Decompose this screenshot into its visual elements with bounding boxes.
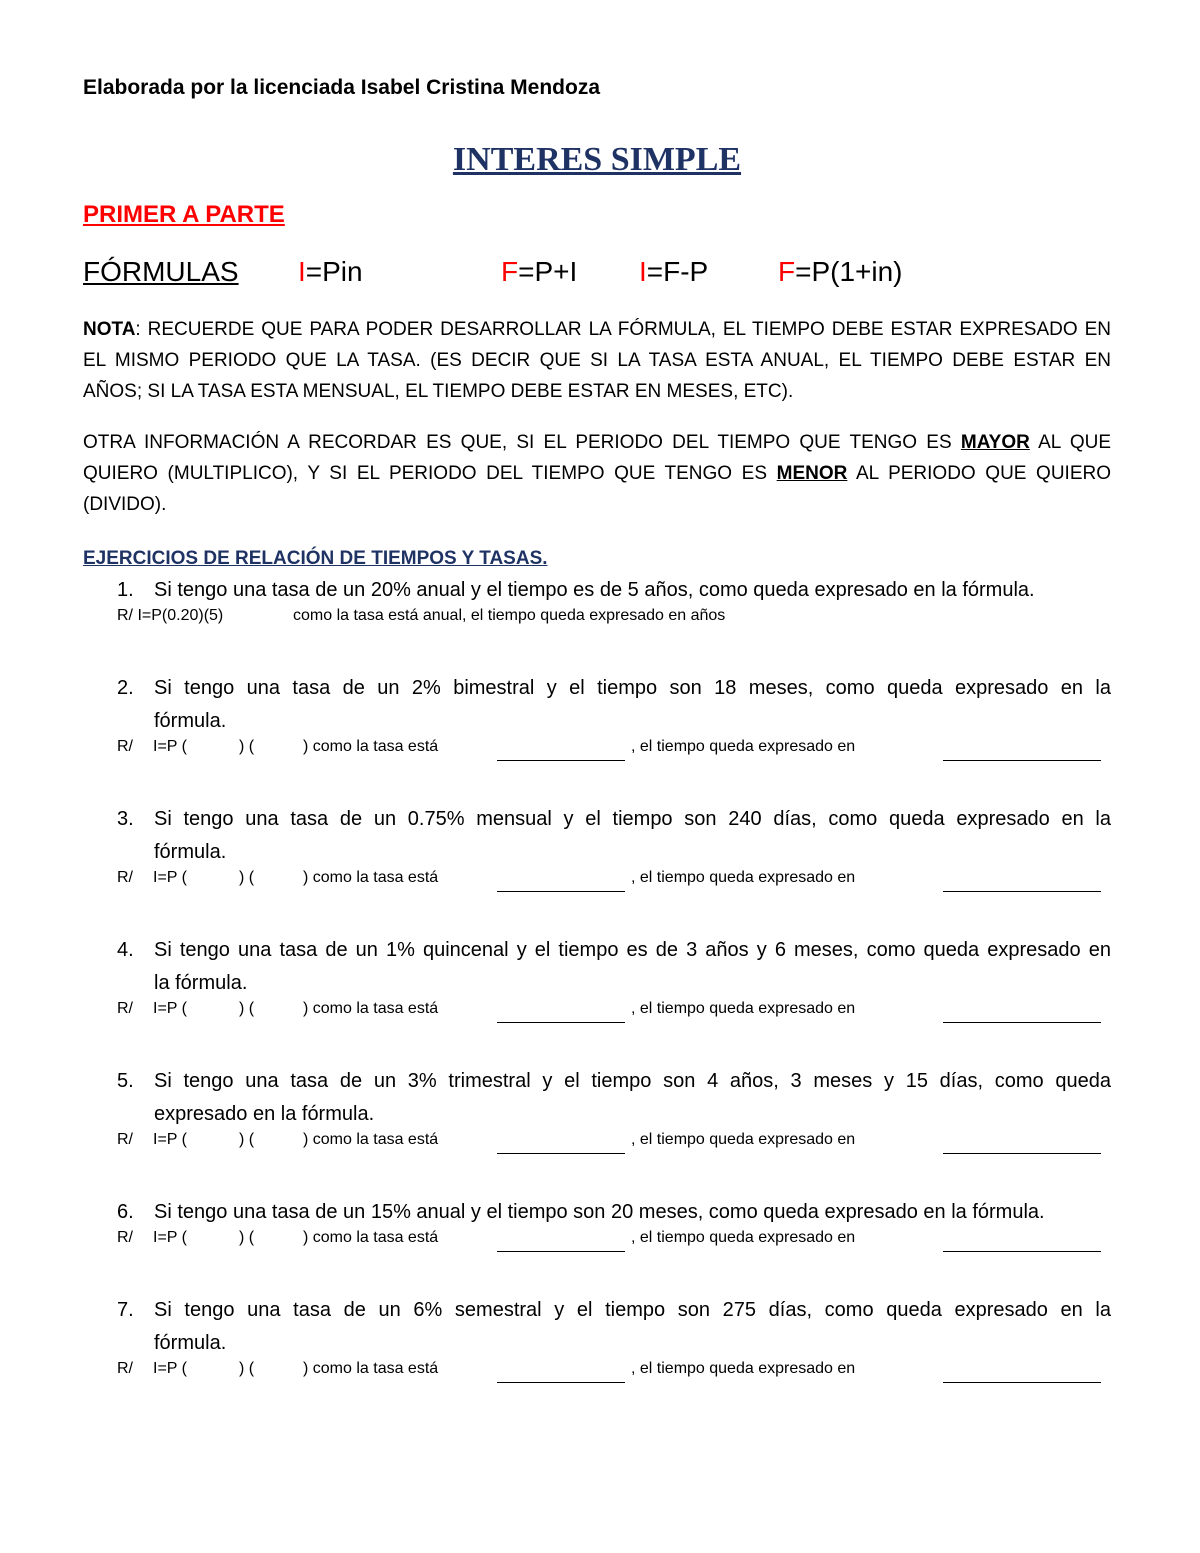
exercise-item (83, 672, 1111, 771)
time-unit-blank[interactable] (943, 738, 1101, 761)
exercise-item (83, 1196, 1111, 1262)
answer-prefix: R/ (117, 1131, 133, 1148)
answer-formula-open: I=P ( (153, 1360, 187, 1377)
formulas-row (83, 252, 1111, 292)
time-unit-blank[interactable] (943, 1229, 1101, 1252)
answer-formula-open: I=P ( (153, 738, 187, 755)
exercise-answer (117, 1229, 1111, 1262)
exercise-answer (117, 1360, 1111, 1393)
note-line: AÑOS; SI LA TASA ESTA MENSUAL, EL TIEMPO DEBE ESTAR EN MESES, ETC). (83, 381, 794, 402)
rate-period-blank[interactable] (497, 1360, 625, 1383)
time-unit-blank[interactable] (943, 1000, 1101, 1023)
answer-rate-text: ) como la tasa está (303, 738, 439, 755)
rate-period-blank[interactable] (497, 1000, 625, 1023)
answer-time-text: , el tiempo queda expresado en (631, 869, 856, 886)
exercise-number: 5. (117, 1070, 134, 1092)
answer-paren-mid: ) ( (239, 1229, 255, 1246)
answer-rate-text: ) como la tasa está (303, 1360, 439, 1377)
mayor-emphasis: MAYOR (960, 432, 1030, 453)
note-paragraph (83, 314, 1111, 407)
answer-prefix: R/ (117, 1360, 133, 1377)
answer-time-text: , el tiempo queda expresado en (631, 738, 856, 755)
exercise-question-line: Si tengo una tasa de un 15% anual y el tiempo son 20 meses, como queda expresado en la fórmula. (154, 1201, 1045, 1223)
time-unit-blank[interactable] (943, 869, 1101, 892)
exercise-question-line: expresado en la fórmula. (154, 1103, 375, 1125)
exercise-item (83, 934, 1111, 1033)
answer-formula-open: I=P ( (153, 1229, 187, 1246)
menor-emphasis: MENOR (776, 463, 848, 484)
answer-prefix: R/ (117, 738, 133, 755)
exercise-item (83, 803, 1111, 902)
exercise-item (83, 1294, 1111, 1393)
answer-formula-open: I=P ( (153, 869, 187, 886)
info-line: OTRA INFORMACIÓN A RECORDAR ES QUE, SI EL PERIODO DEL TIEMPO QUE TENGO ES MAYOR AL QUE (83, 432, 1112, 453)
answer-paren-mid: ) ( (239, 1360, 255, 1377)
exercise-number: 4. (117, 939, 134, 961)
exercise-number: 1. (117, 579, 134, 601)
answer-time-text: , el tiempo queda expresado en (631, 1229, 856, 1246)
answer-time-text: , el tiempo queda expresado en (631, 1360, 856, 1377)
answer-prefix: R/ (117, 1229, 133, 1246)
exercise-list (83, 574, 1111, 1393)
answer-rate-text: ) como la tasa está (303, 1131, 439, 1148)
exercise-question-line: Si tengo una tasa de un 20% anual y el tiempo es de 5 años, como queda expresado en la fórmula. (154, 579, 1035, 601)
note-line: NOTA: RECUERDE QUE PARA PODER DESARROLLAR LA FÓRMULA, EL TIEMPO DEBE ESTAR EXPRESADO EN (83, 319, 1111, 340)
answer-formula-open: I=P ( (153, 1131, 187, 1148)
formula-interest-diff: I=F-P (639, 256, 709, 287)
answer-rate-text: ) como la tasa está (303, 1229, 439, 1246)
answer-paren-mid: ) ( (239, 869, 255, 886)
exercise-number: 2. (117, 677, 134, 699)
answer-formula-open: I=P ( (153, 1000, 187, 1017)
exercise-question-line: fórmula. (154, 1332, 227, 1354)
exercise-question-line: Si tengo una tasa de un 1% quincenal y el tiempo es de 3 años y 6 meses, como queda expresado en (154, 939, 1111, 961)
exercise-question-line: Si tengo una tasa de un 0.75% mensual y el tiempo son 240 días, como queda expresado en la (154, 808, 1111, 830)
page-title: INTERES SIMPLE (452, 141, 742, 178)
exercise-number: 7. (117, 1299, 134, 1321)
exercise-number: 6. (117, 1201, 134, 1223)
exercise-question-line: fórmula. (154, 841, 227, 863)
answer-paren-mid: ) ( (239, 738, 255, 755)
rate-period-blank[interactable] (497, 738, 625, 761)
answer-prefix: R/ (117, 1000, 133, 1017)
exercise-answer (117, 738, 1111, 771)
rate-period-blank[interactable] (497, 869, 625, 892)
exercise-question-line: Si tengo una tasa de un 3% trimestral y el tiempo son 4 años, 3 meses y 15 días, como queda (154, 1070, 1111, 1092)
formula-future-compound: F=P(1+in) (778, 256, 903, 287)
info-paragraph (83, 427, 1111, 520)
exercise-answer (117, 1131, 1111, 1164)
exercise-question-line: la fórmula. (154, 972, 248, 994)
exercise-question-line: fórmula. (154, 710, 227, 732)
answer-time-text: , el tiempo queda expresado en (631, 1131, 856, 1148)
section-title: PRIMER A PARTE (83, 201, 285, 228)
answer-rate-text: ) como la tasa está (303, 869, 439, 886)
formulas-label: FÓRMULAS (83, 256, 239, 287)
rate-period-blank[interactable] (497, 1131, 625, 1154)
author-line: Elaborada por la licenciada Isabel Cristina Mendoza (83, 76, 600, 99)
exercise-answer (117, 1000, 1111, 1033)
exercises-heading: EJERCICIOS DE RELACIÓN DE TIEMPOS Y TASAS. (83, 548, 548, 569)
answer-note: como la tasa está anual, el tiempo queda expresado en años (293, 607, 726, 624)
exercise-answer (117, 869, 1111, 902)
exercise-answer (117, 607, 1111, 640)
answer-paren-mid: ) ( (239, 1000, 255, 1017)
answer-time-text: , el tiempo queda expresado en (631, 1000, 856, 1017)
answer-paren-mid: ) ( (239, 1131, 255, 1148)
formula-future-value: F=P+I (501, 256, 578, 287)
exercise-number: 3. (117, 808, 134, 830)
info-line: (DIVIDO). (83, 494, 167, 515)
exercise-question-line: Si tengo una tasa de un 2% bimestral y el tiempo son 18 meses, como queda expresado en la (154, 677, 1111, 699)
time-unit-blank[interactable] (943, 1131, 1101, 1154)
exercise-question-line: Si tengo una tasa de un 6% semestral y el tiempo son 275 días, como queda expresado en la (154, 1299, 1111, 1321)
answer-formula: R/ I=P(0.20)(5) (117, 607, 224, 624)
answer-rate-text: ) como la tasa está (303, 1000, 439, 1017)
time-unit-blank[interactable] (943, 1360, 1101, 1383)
note-line: EL MISMO PERIODO QUE LA TASA. (ES DECIR QUE SI LA TASA ESTA ANUAL, EL TIEMPO DEBE ESTAR EN (83, 350, 1111, 371)
exercise-item (83, 574, 1111, 640)
rate-period-blank[interactable] (497, 1229, 625, 1252)
exercise-item (83, 1065, 1111, 1164)
info-line: QUIERO (MULTIPLICO), Y SI EL PERIODO DEL TIEMPO QUE TENGO ES MENOR AL PERIODO QUE QUIERO (83, 463, 1112, 484)
document-page (83, 70, 1111, 1393)
formula-interest: I=Pin (298, 256, 363, 287)
answer-prefix: R/ (117, 869, 133, 886)
